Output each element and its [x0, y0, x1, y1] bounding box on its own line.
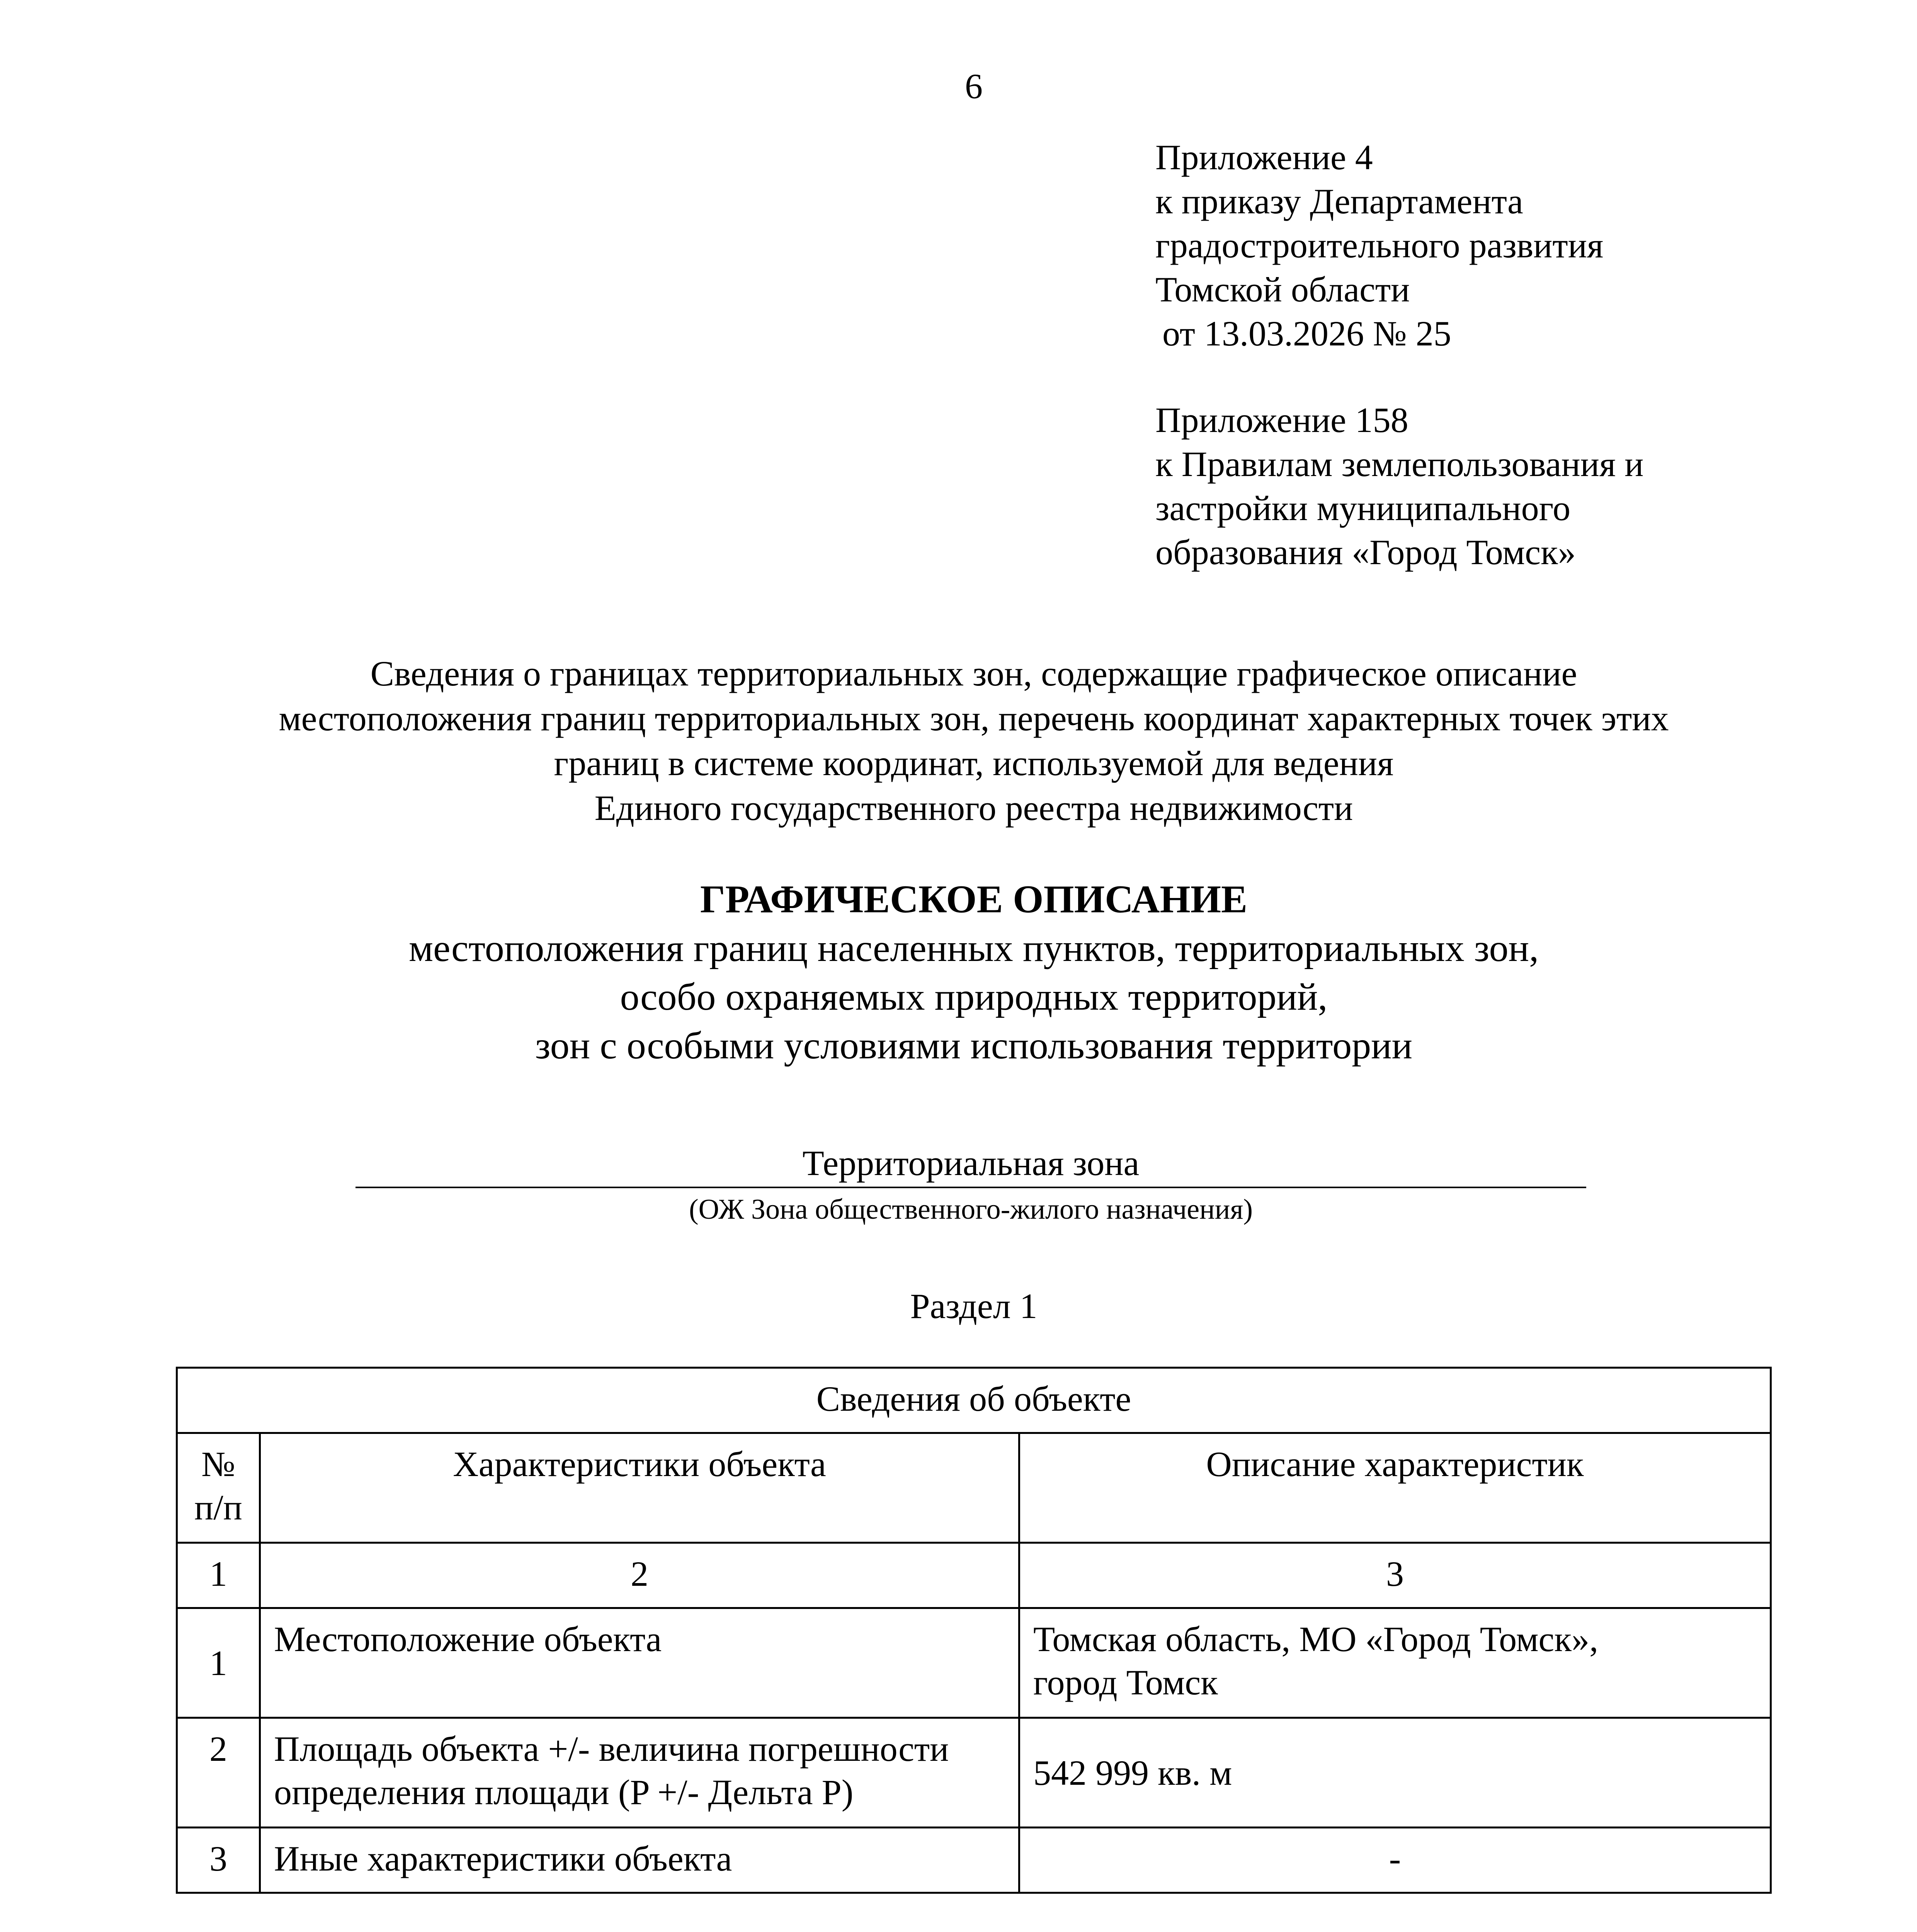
- index-cell: 2: [260, 1543, 1019, 1608]
- zone-label: Территориальная зона: [356, 1142, 1586, 1188]
- row-description: 542 999 кв. м: [1019, 1718, 1771, 1828]
- appendix-order-line: к приказу Департамента: [1155, 182, 1523, 221]
- intro-paragraph: [0, 651, 1917, 830]
- row-characteristic-line: Площадь объекта +/- величина погрешности: [274, 1729, 949, 1769]
- document-subtitle-line: местоположения границ населенных пунктов, территориальных зон,: [408, 927, 1539, 969]
- intro-line: Сведения о границах территориальных зон, содержащие графическое описание: [370, 654, 1577, 693]
- index-cell: 1: [177, 1543, 260, 1608]
- document-heading: [0, 875, 1917, 1070]
- row-description: -: [1019, 1828, 1771, 1893]
- row-num: 3: [177, 1828, 260, 1893]
- header-num: [177, 1433, 260, 1543]
- document-subtitle-line: особо охраняемых природных территорий,: [620, 975, 1328, 1018]
- appendix-order-date: от 13.03.2026 № 25: [1162, 314, 1451, 353]
- row-num: 2: [177, 1718, 260, 1828]
- intro-line: границ в системе координат, используемой для ведения: [554, 743, 1394, 783]
- header-description: Описание характеристик: [1019, 1433, 1771, 1543]
- index-cell: 3: [1019, 1543, 1771, 1608]
- table-row: [177, 1608, 1771, 1718]
- row-characteristic: Иные характеристики объекта: [260, 1828, 1019, 1893]
- row-characteristic: [260, 1718, 1019, 1828]
- appendix-order-block: [1155, 135, 1890, 355]
- header-num-abbr: п/п: [194, 1488, 243, 1527]
- appendix-rules-line: застройки муниципального: [1155, 488, 1571, 528]
- table-row: [177, 1718, 1771, 1828]
- header-characteristics: Характеристики объекта: [260, 1433, 1019, 1543]
- table-header-row: [177, 1433, 1771, 1543]
- appendix-rules-line: Приложение 158: [1155, 400, 1408, 440]
- document-subtitle-line: зон с особыми условиями использования территории: [535, 1024, 1413, 1067]
- page-number: 6: [965, 66, 983, 106]
- row-characteristic-line: определения площади (P +/- Дельта P): [274, 1772, 854, 1812]
- row-num: 1: [177, 1608, 260, 1718]
- row-description-line: город Томск: [1033, 1663, 1218, 1702]
- row-description: [1019, 1608, 1771, 1718]
- row-characteristic: Местоположение объекта: [260, 1608, 1019, 1718]
- appendix-rules-block: [1155, 398, 1890, 574]
- appendix-order-line: градостроительного развития: [1155, 226, 1604, 265]
- appendix-order-line: Приложение 4: [1155, 138, 1373, 177]
- table-title-row: [177, 1368, 1771, 1433]
- appendix-rules-line: к Правилам землепользования и: [1155, 444, 1644, 484]
- intro-line: Единого государственного реестра недвижимости: [594, 788, 1353, 828]
- header-num-sign: №: [201, 1444, 235, 1484]
- appendix-rules-line: образования «Город Томск»: [1155, 532, 1576, 572]
- table-row: [177, 1828, 1771, 1893]
- object-info-table: [176, 1367, 1772, 1894]
- section-title: Раздел 1: [910, 1286, 1038, 1326]
- zone-name: (ОЖ Зона общественного-жилого назначения): [689, 1194, 1253, 1225]
- document-title: ГРАФИЧЕСКОЕ ОПИСАНИЕ: [700, 878, 1248, 921]
- appendix-order-line: Томской области: [1155, 270, 1410, 309]
- table-title: Сведения об объекте: [177, 1368, 1771, 1433]
- table-index-row: [177, 1543, 1771, 1608]
- row-description-line: Томская область, МО «Город Томск»,: [1033, 1619, 1599, 1659]
- intro-line: местоположения границ территориальных зон, перечень координат характерных точек этих: [279, 699, 1669, 738]
